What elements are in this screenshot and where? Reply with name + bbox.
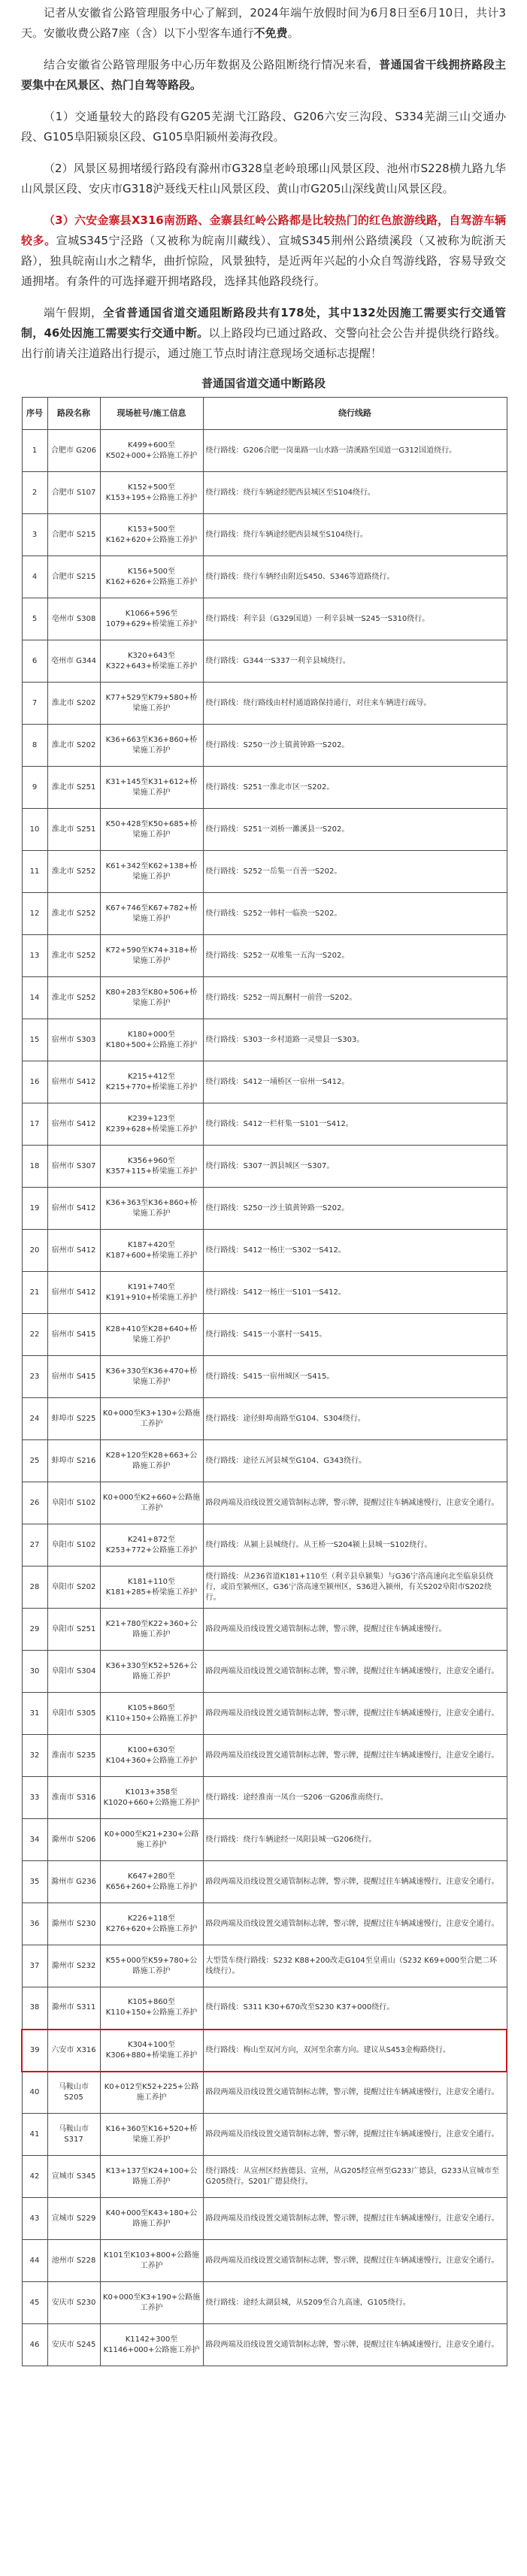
cell-detour: 路段两端及沿线设置交通管制标志牌，警示牌，提醒过往车辆减速慢行，注意安全通行。 [203, 1903, 507, 1945]
cell-road: 蚌埠市 S216 [47, 1440, 100, 1482]
cell-site: K80+283至K80+506+桥梁施工养护 [100, 977, 203, 1019]
cell-detour: 绕行路线：S307一泗县城区一S307。 [203, 1146, 507, 1188]
cell-site: K28+120至K28+663+公路施工养护 [100, 1440, 203, 1482]
cell-detour: 绕行路线：S415一宿州城区一S415。 [203, 1356, 507, 1398]
cell-road: 阜阳市 S304 [47, 1651, 100, 1693]
cell-road: 合肥市 S107 [47, 472, 100, 514]
cell-road: 滁州市 G236 [47, 1861, 100, 1903]
cell-index: 2 [22, 472, 47, 514]
cell-site: K40+000至K43+180+公路施工养护 [100, 2198, 203, 2240]
table-row [22, 1314, 507, 1356]
table-row [22, 935, 507, 977]
cell-site: K0+000至K3+130+公路施工养护 [100, 1398, 203, 1440]
cell-detour: 绕行路线：途经太湖县城，从S209至合九高速，G105绕行。 [203, 2282, 507, 2324]
cell-site: K239+123至K239+628+桥梁施工养护 [100, 1103, 203, 1146]
table-row [22, 640, 507, 683]
cell-detour: 绕行路线：途径蚌埠南路至G104、S304绕行。 [203, 1398, 507, 1440]
cell-detour: 路段两端及沿线设置交通管制标志牌，警示牌，提醒过往车辆减速慢行。 [203, 1609, 507, 1651]
cell-detour: 绕行路线：从236省道K181+110至（利辛县阜颍集）与G36宁洛高速向北至临泉县绕行，或沿至颍州区，G36宁洛高速至颍州区，S36进入颍州，有关S202阜阳市S202绕行。 [203, 1566, 507, 1609]
bold-text: 普通国省干线拥挤路段主要集中在风景区、热门自驾等路段。 [21, 58, 506, 92]
cell-site: K61+342至K62+138+桥梁施工养护 [100, 851, 203, 893]
bold-text: 不免费 [253, 26, 288, 40]
cell-index: 15 [22, 1019, 47, 1061]
table-row [22, 1356, 507, 1398]
cell-index: 33 [22, 1777, 47, 1819]
cell-road: 淮北市 S252 [47, 935, 100, 977]
cell-index: 43 [22, 2198, 47, 2240]
table-row [22, 556, 507, 598]
cell-index: 19 [22, 1188, 47, 1230]
cell-road: 宿州市 S415 [47, 1314, 100, 1356]
cell-detour: 绕行路线：S412一栏杆集一S101一S412。 [203, 1103, 507, 1146]
cell-index: 36 [22, 1903, 47, 1945]
cell-road: 淮北市 S252 [47, 977, 100, 1019]
header-detour: 绕行线路 [203, 398, 507, 430]
cell-detour: 路段两端及沿线设置交通管制标志牌，警示牌，提醒过往车辆减速慢行，注意安全通行。 [203, 1735, 507, 1777]
highlight-text: （3）六安金寨县X316南沥路、金寨县红岭公路都是比较热门的红色旅游线路，自驾游车辆较多。 [21, 213, 506, 247]
text-run: 。 [287, 26, 299, 40]
cell-index: 34 [22, 1819, 47, 1861]
cell-road: 滁州市 S230 [47, 1903, 100, 1945]
paragraph [21, 3, 506, 44]
cell-detour: 绕行路线：绕行车辆途经肥西县城至S104绕行。 [203, 514, 507, 556]
cell-index: 9 [22, 767, 47, 809]
cell-index: 22 [22, 1314, 47, 1356]
cell-detour: 绕行路线：S251一刘桥一濉溪县一S202。 [203, 809, 507, 851]
cell-index: 40 [22, 2072, 47, 2114]
cell-site: K101至K103+800+公路施工养护 [100, 2240, 203, 2282]
table-row [22, 1103, 507, 1146]
table-row [22, 1061, 507, 1103]
cell-site: K320+643至K322+643+桥梁施工养护 [100, 640, 203, 683]
table-row [22, 1987, 507, 2030]
cell-detour: 路段两端及沿线设置交通管制标志牌，警示牌，提醒过往车辆减速慢行，注意安全通行。 [203, 2240, 507, 2282]
cell-road: 安庆市 S245 [47, 2324, 100, 2366]
cell-index: 31 [22, 1693, 47, 1735]
cell-detour: 绕行路线：绕行路线由村村通道路保持通行，对往来车辆进行疏导。 [203, 683, 507, 725]
paragraph [21, 55, 506, 95]
table-row [22, 1146, 507, 1188]
cell-road: 滁州市 S232 [47, 1945, 100, 1987]
cell-road: 淮北市 S202 [47, 683, 100, 725]
cell-index: 44 [22, 2240, 47, 2282]
table-row [22, 2114, 507, 2156]
cell-detour: 绕行路线：G344一S337一利辛县城绕行。 [203, 640, 507, 683]
text-run: （2）风景区易拥堵缓行路段有滁州市G328皇老岭琅琊山风景区段、池州市S228横九路九华山风景区段、安庆市G318沪聂线天柱山风景区段、黄山市G205山深线黄山风景区段。 [21, 162, 506, 195]
cell-detour: 绕行路线：从宣州区经旌德县、宣州，从G205经宣州至G233广德县，G233从宣城市至G205绕行。S201广德县绕行。 [203, 2156, 507, 2198]
cell-index: 35 [22, 1861, 47, 1903]
cell-index: 18 [22, 1146, 47, 1188]
cell-road: 宿州市 S412 [47, 1272, 100, 1314]
cell-detour: 绕行路线：从颍上县城绕行。从王桥一S204颍上县城一S102绕行。 [203, 1524, 507, 1566]
table-body [22, 430, 507, 2366]
table-row [22, 1230, 507, 1272]
table-row [22, 1482, 507, 1524]
cell-road: 池州市 S228 [47, 2240, 100, 2282]
cell-road: 淮南市 S235 [47, 1735, 100, 1777]
cell-site: K153+500至K162+620+公路施工养护 [100, 514, 203, 556]
cell-index: 14 [22, 977, 47, 1019]
cell-detour: 绕行路线：S303一乡村道路一灵璧县一S303。 [203, 1019, 507, 1061]
cell-detour: 路段两端及沿线设置交通管制标志牌，警示牌，提醒过往车辆减速慢行，注意安全通行。 [203, 1693, 507, 1735]
cell-site: K36+330至K36+470+桥梁施工养护 [100, 1356, 203, 1398]
cell-index: 6 [22, 640, 47, 683]
cell-site: K16+360至K16+520+桥梁施工养护 [100, 2114, 203, 2156]
cell-road: 合肥市 S215 [47, 556, 100, 598]
cell-detour: 路段两端及沿线设置交通管制标志牌，警示牌，提醒过往车辆减速慢行，注意安全通行。 [203, 2198, 507, 2240]
cell-detour: 绕行路线：途经淮南一凤台一S206一G206淮南绕行。 [203, 1777, 507, 1819]
cell-site: K0+000至K21+230+公路施工养护 [100, 1819, 203, 1861]
table-row [22, 514, 507, 556]
cell-road: 宿州市 S303 [47, 1019, 100, 1061]
cell-detour: 绕行路线：绕行车辆途经一凤阳县城一G206绕行。 [203, 1819, 507, 1861]
cell-road: 淮北市 S251 [47, 809, 100, 851]
cell-index: 32 [22, 1735, 47, 1777]
table-row [22, 1272, 507, 1314]
cell-index: 41 [22, 2114, 47, 2156]
cell-site: K156+500至K162+626+公路施工养护 [100, 556, 203, 598]
cell-detour: 绕行路线：S252一双堆集一五沟一S202。 [203, 935, 507, 977]
cell-site: K105+860至K110+150+公路施工养护 [100, 1987, 203, 2030]
cell-index: 8 [22, 725, 47, 767]
table-row [22, 1903, 507, 1945]
cell-detour: 路段两端及沿线设置交通管制标志牌，警示牌，提醒过往车辆减速慢行，注意安全通行。 [203, 2114, 507, 2156]
cell-road: 阜阳市 S202 [47, 1566, 100, 1609]
table-row [22, 2198, 507, 2240]
cell-detour: 绕行路线：途径五河县城至G104、G343绕行。 [203, 1440, 507, 1482]
text-run: 宣城S345宁泾路（又被称为皖南川藏线）、宣城S345荆州公路绩溪段（又被称为皖浙天路），独具皖南山水之精华，曲折惊险，风景独特，是近两年兴起的小众自驾游线路，容易导致交通拥堵。有条件的可选择避开拥堵路段，选择其他路段绕行。 [21, 234, 506, 288]
cell-road: 合肥市 S215 [47, 514, 100, 556]
cell-index: 30 [22, 1651, 47, 1693]
cell-road: 淮北市 S252 [47, 893, 100, 935]
cell-road: 淮北市 S251 [47, 767, 100, 809]
table-row [22, 1019, 507, 1061]
cell-index: 4 [22, 556, 47, 598]
cell-site: K100+630至K104+360+公路施工养护 [100, 1735, 203, 1777]
table-row [22, 2324, 507, 2366]
cell-detour: 路段两端及沿线设置交通管制标志牌，警示牌，提醒过往车辆减速慢行，注意安全通行。 [203, 1482, 507, 1524]
header-road: 路段名称 [47, 398, 100, 430]
cell-site: K50+428至K50+685+桥梁施工养护 [100, 809, 203, 851]
text-run: （1）交通量较大的路段有G205芜湖弋江路段、G206六安三沟段、S334芜湖三山交通办段、G105阜阳颍泉区段、G105阜阳颍州姜海孜段。 [21, 110, 506, 144]
cell-site: K67+746至K67+782+桥梁施工养护 [100, 893, 203, 935]
cell-detour: 绕行路线：G206合肥一岗巢路一山水路一清溪路至国道一G312国道绕行。 [203, 430, 507, 472]
cell-index: 29 [22, 1609, 47, 1651]
cell-road: 蚌埠市 S225 [47, 1398, 100, 1440]
table-row [22, 977, 507, 1019]
table-row [22, 725, 507, 767]
table-row [22, 1735, 507, 1777]
cell-detour: 绕行路线：S412一杨庄一S101一S412。 [203, 1272, 507, 1314]
cell-index: 21 [22, 1272, 47, 1314]
table-row [22, 2156, 507, 2198]
cell-road: 阜阳市 S102 [47, 1524, 100, 1566]
cell-index: 39 [22, 2030, 47, 2072]
cell-road: 宿州市 S412 [47, 1103, 100, 1146]
paragraph [21, 159, 506, 199]
table-row [22, 851, 507, 893]
cell-road: 淮北市 S252 [47, 851, 100, 893]
table-row [22, 2072, 507, 2114]
cell-detour: 绕行路线：绕行车辆途经肥西县城区至S104绕行。 [203, 472, 507, 514]
cell-index: 20 [22, 1230, 47, 1272]
table-row [22, 1777, 507, 1819]
cell-index: 23 [22, 1356, 47, 1398]
table-row [22, 472, 507, 514]
cell-road: 宿州市 S307 [47, 1146, 100, 1188]
cell-index: 26 [22, 1482, 47, 1524]
cell-site: K241+872至K253+772+公路施工养护 [100, 1524, 203, 1566]
cell-road: 亳州市 G344 [47, 640, 100, 683]
cell-road: 马鞍山市 S205 [47, 2072, 100, 2114]
table-header-row [22, 398, 507, 430]
cell-detour: 路段两端及沿线设置交通管制标志牌，警示牌，提醒过往车辆减速慢行，注意安全通行。 [203, 2324, 507, 2366]
cell-site: K36+330至K52+526+公路施工养护 [100, 1651, 203, 1693]
cell-road: 宿州市 S415 [47, 1356, 100, 1398]
cell-site: K105+860至K110+150+公路施工养护 [100, 1693, 203, 1735]
cell-site: K215+412至K215+770+桥梁施工养护 [100, 1061, 203, 1103]
cell-index: 38 [22, 1987, 47, 2030]
table-row [22, 1398, 507, 1440]
cell-road: 亳州市 S308 [47, 598, 100, 640]
cell-detour: 绕行路线：梅山至双河方向，双河至余寨方向。建议从S453金梅路绕行。 [203, 2030, 507, 2072]
header-index: 序号 [22, 398, 47, 430]
paragraph [21, 210, 506, 292]
cell-index: 42 [22, 2156, 47, 2198]
cell-index: 28 [22, 1566, 47, 1609]
table-title: 普通国省道交通中断路段 [201, 377, 326, 390]
table-row [22, 598, 507, 640]
cell-site: K21+780至K22+360+公路施工养护 [100, 1609, 203, 1651]
cell-site: K181+110至K181+285+桥梁施工养护 [100, 1566, 203, 1609]
cell-site: K31+145至K31+612+桥梁施工养护 [100, 767, 203, 809]
paragraph [21, 107, 506, 147]
cell-detour: 绕行路线：S251一淮北市区一S202。 [203, 767, 507, 809]
cell-site: K356+960至K357+115+桥梁施工养护 [100, 1146, 203, 1188]
table-row [22, 767, 507, 809]
cell-site: K1066+596至1079+629+桥梁施工养护 [100, 598, 203, 640]
cell-site: K152+500至K153+195+公路施工养护 [100, 472, 203, 514]
cell-detour: 绕行路线：S415一小寨村一S415。 [203, 1314, 507, 1356]
cell-site: K304+100至K306+880+桥梁施工养护 [100, 2030, 203, 2072]
table-row [22, 430, 507, 472]
table-row [22, 1945, 507, 1987]
cell-site: K0+000至K3+190+公路施工养护 [100, 2282, 203, 2324]
bold-text: 全省普通国省道交通阻断路段共有178处，其中132处因施工需要实行交通管制，46处因施工需要实行交通中断。 [21, 306, 506, 340]
cell-road: 宿州市 S412 [47, 1188, 100, 1230]
cell-detour: 大型货车绕行路线：S232 K88+200改走G104至皇甫山（S232 K69+000至合肥二环线绕行）。 [203, 1945, 507, 1987]
cell-road: 马鞍山市 S317 [47, 2114, 100, 2156]
cell-road: 滁州市 S311 [47, 1987, 100, 2030]
table-row [22, 1861, 507, 1903]
cell-road: 阜阳市 S251 [47, 1609, 100, 1651]
article-body [21, 3, 506, 364]
cell-detour: 绕行路线：利辛县（G329国道）一利辛县城一S245一S310绕行。 [203, 598, 507, 640]
cell-site: K36+663至K36+860+桥梁施工养护 [100, 725, 203, 767]
cell-road: 宣城市 S345 [47, 2156, 100, 2198]
cell-road: 安庆市 S230 [47, 2282, 100, 2324]
cell-detour: 路段两端及沿线设置交通管制标志牌，警示牌，提醒过往车辆减速慢行，注意安全通行。 [203, 1861, 507, 1903]
cell-index: 17 [22, 1103, 47, 1146]
cell-site: K13+137至K24+100+公路施工养护 [100, 2156, 203, 2198]
cell-site: K647+280至K656+260+公路施工养护 [100, 1861, 203, 1903]
cell-detour: 路段两端及沿线设置交通管制标志牌，警示牌，提醒过往车辆减速慢行，注意安全通行。 [203, 1651, 507, 1693]
cell-detour: 绕行路线：S252一周瓦酮村一前营一S202。 [203, 977, 507, 1019]
table-row [22, 809, 507, 851]
cell-road: 淮南市 S316 [47, 1777, 100, 1819]
text-run: 结合安徽省公路管理服务中心历年数据及公路阻断绕行情况来看， [44, 58, 380, 71]
cell-index: 46 [22, 2324, 47, 2366]
cell-index: 11 [22, 851, 47, 893]
cell-site: K191+740至K191+910+桥梁施工养护 [100, 1272, 203, 1314]
cell-index: 24 [22, 1398, 47, 1440]
table-row [22, 1693, 507, 1735]
table-row [22, 2240, 507, 2282]
table-row [22, 1609, 507, 1651]
cell-index: 5 [22, 598, 47, 640]
cell-detour: 绕行路线：S311 K30+670改至S230 K37+000绕行。 [203, 1987, 507, 2030]
cell-site: K1142+300至K1146+000+公路施工养护 [100, 2324, 203, 2366]
cell-site: K72+590至K74+318+桥梁施工养护 [100, 935, 203, 977]
cell-site: K77+529至K79+580+桥梁施工养护 [100, 683, 203, 725]
cell-road: 合肥市 G206 [47, 430, 100, 472]
cell-index: 37 [22, 1945, 47, 1987]
cell-index: 45 [22, 2282, 47, 2324]
cell-site: K28+410至K28+640+桥梁施工养护 [100, 1314, 203, 1356]
text-run: 以上路段均已通过路政、交警向社会公告并提供绕行路线。出行前请关注道路出行提示，通过施工节点时请注意现场交通标志提醒！ [21, 326, 506, 360]
cell-detour: 绕行路线：S252一韩村一临涣一S202。 [203, 893, 507, 935]
paragraph [21, 303, 506, 364]
cell-site: K0+000至K2+660+公路施工养护 [100, 1482, 203, 1524]
table-row [22, 683, 507, 725]
cell-detour: 绕行路线：S250一沙土镇黄钟路一S202。 [203, 1188, 507, 1230]
cell-index: 7 [22, 683, 47, 725]
cell-index: 12 [22, 893, 47, 935]
article [21, 0, 506, 2366]
cell-site: K180+000至K180+500+公路施工养护 [100, 1019, 203, 1061]
table-row [22, 1188, 507, 1230]
header-site: 现场桩号/施工信息 [100, 398, 203, 430]
cell-detour: 绕行路线：绕行车辆经由附近S450、S346等道路绕行。 [203, 556, 507, 598]
cell-detour: 绕行路线：S412一埇桥区一宿州一S412。 [203, 1061, 507, 1103]
cell-road: 阜阳市 S102 [47, 1482, 100, 1524]
cell-road: 宣城市 S229 [47, 2198, 100, 2240]
cell-index: 25 [22, 1440, 47, 1482]
cell-road: 淮北市 S202 [47, 725, 100, 767]
cell-index: 1 [22, 430, 47, 472]
cell-site: K226+118至K276+620+公路施工养护 [100, 1903, 203, 1945]
cell-index: 16 [22, 1061, 47, 1103]
cell-road: 阜阳市 S305 [47, 1693, 100, 1735]
table-row [22, 1651, 507, 1693]
cell-site: K187+420至K187+600+桥梁施工养护 [100, 1230, 203, 1272]
cell-detour: 绕行路线：S250一沙土镇黄钟路一S202。 [203, 725, 507, 767]
table-row [22, 2282, 507, 2324]
cell-road: 滁州市 S206 [47, 1819, 100, 1861]
cell-site: K0+012至K52+225+公路施工养护 [100, 2072, 203, 2114]
table-row [22, 1440, 507, 1482]
cell-detour: 绕行路线：S412一杨庄一S302一S412。 [203, 1230, 507, 1272]
table-row [22, 1819, 507, 1861]
table-row [22, 1566, 507, 1609]
cell-index: 10 [22, 809, 47, 851]
cell-site: K55+000至K59+780+公路施工养护 [100, 1945, 203, 1987]
cell-road: 六安市 X316 [47, 2030, 100, 2072]
table-row [22, 1524, 507, 1566]
cell-index: 13 [22, 935, 47, 977]
cell-detour: 绕行路线：S252一岳集一百善一S202。 [203, 851, 507, 893]
cell-index: 3 [22, 514, 47, 556]
cell-site: K1013+358至K1020+660+公路施工养护 [100, 1777, 203, 1819]
cell-site: K499+600至K502+000+公路施工养护 [100, 430, 203, 472]
text-run: 端午假期， [44, 306, 103, 319]
table-row [22, 2030, 507, 2072]
cell-index: 27 [22, 1524, 47, 1566]
text-run: 记者从安徽省公路管理服务中心了解到，2024年端午放假时间为6月8日至6月10日，共计3天。安徽收费公路7座（含）以下小型客车通行 [21, 6, 506, 40]
closure-table [21, 397, 507, 2366]
cell-road: 宿州市 S412 [47, 1230, 100, 1272]
cell-detour: 路段两端及沿线设置交通管制标志牌，警示牌，提醒过往车辆减速慢行，注意安全通行。 [203, 2072, 507, 2114]
table-row [22, 893, 507, 935]
cell-road: 宿州市 S412 [47, 1061, 100, 1103]
cell-site: K36+363至K36+860+桥梁施工养护 [100, 1188, 203, 1230]
